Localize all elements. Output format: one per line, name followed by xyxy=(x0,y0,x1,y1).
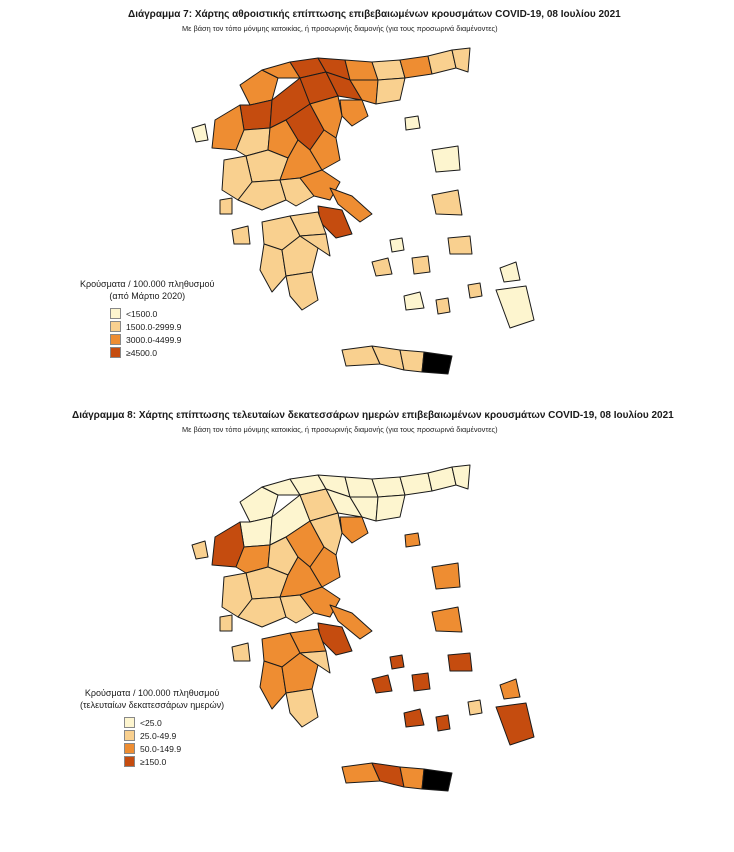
prefecture-region xyxy=(220,198,232,214)
prefecture-region xyxy=(468,700,482,715)
prefecture-region xyxy=(372,477,405,497)
prefecture-region xyxy=(468,283,482,298)
legend-item xyxy=(110,333,214,346)
prefecture-region xyxy=(400,767,424,789)
legend-swatch xyxy=(110,308,121,319)
prefecture-region xyxy=(286,272,318,310)
legend-label: 50.0-149.9 xyxy=(140,743,182,754)
prefecture-region xyxy=(428,467,456,491)
legend-swatch xyxy=(124,743,135,754)
legend-item xyxy=(110,346,214,359)
legend-label: ≥4500.0 xyxy=(126,347,158,358)
prefecture-region xyxy=(432,607,462,632)
legend-item xyxy=(110,307,214,320)
legend-item xyxy=(124,729,224,742)
prefecture-region xyxy=(390,655,404,669)
prefecture-region xyxy=(376,495,405,521)
legend-label: 25.0-49.9 xyxy=(140,730,177,741)
legend-item xyxy=(124,755,224,768)
prefecture-region xyxy=(400,473,432,495)
prefecture-region xyxy=(372,763,404,787)
prefecture-region xyxy=(240,100,272,130)
prefecture-region xyxy=(240,517,272,547)
legend-swatch xyxy=(124,756,135,767)
diagram-7-legend xyxy=(80,278,214,359)
legend-swatch xyxy=(110,347,121,358)
diagram-7-panel xyxy=(0,0,734,410)
legend-items xyxy=(110,307,214,359)
prefecture-region xyxy=(232,226,250,244)
prefecture-region xyxy=(432,146,460,172)
prefecture-region xyxy=(432,190,462,215)
prefecture-region xyxy=(286,689,318,727)
legend-swatch xyxy=(110,321,121,332)
prefecture-region xyxy=(428,50,456,74)
legend-swatch xyxy=(124,730,135,741)
diagram-8-legend xyxy=(80,687,224,768)
legend-label: 1500.0-2999.9 xyxy=(126,321,182,332)
prefecture-region xyxy=(400,350,424,372)
legend-subtitle: (τελευταίων δεκατεσσάρων ημερών) xyxy=(80,700,225,710)
prefecture-region xyxy=(436,715,450,731)
prefecture-region xyxy=(496,286,534,328)
legend-item xyxy=(124,742,224,755)
prefecture-region xyxy=(412,673,430,691)
prefecture-region xyxy=(405,116,420,130)
legend-subtitle: (από Μάρτιο 2020) xyxy=(109,291,186,301)
legend-swatch xyxy=(124,717,135,728)
prefecture-region xyxy=(500,262,520,282)
diagram-8-title: Διάγραμμα 8: Χάρτης επίπτωσης τελευταίων δεκατεσσάρων ημερών επιβεβαιωμένων κρουσμάτων COVID-19, 08 Ιουλίου 2021 xyxy=(72,410,674,421)
legend-swatch xyxy=(110,334,121,345)
prefecture-region xyxy=(432,563,460,589)
prefecture-region xyxy=(192,541,208,559)
greece-map-14day xyxy=(0,405,734,852)
map-regions-14day xyxy=(192,465,534,791)
prefecture-region xyxy=(400,56,432,78)
prefecture-region xyxy=(192,124,208,142)
prefecture-region xyxy=(340,517,368,543)
diagram-8-panel xyxy=(0,405,734,852)
prefecture-region xyxy=(340,100,368,126)
legend-label: <25.0 xyxy=(140,717,162,728)
prefecture-region xyxy=(500,679,520,699)
legend-label: <1500.0 xyxy=(126,308,158,319)
prefecture-region xyxy=(422,352,452,374)
prefecture-region xyxy=(448,653,472,671)
prefecture-region xyxy=(390,238,404,252)
prefecture-region xyxy=(372,258,392,276)
prefecture-region xyxy=(404,709,424,727)
diagram-7-title: Διάγραμμα 7: Χάρτης αθροιστικής επίπτωσης επιβεβαιωμένων κρουσμάτων COVID-19, 08 Ιουλίου 2021 xyxy=(128,9,621,20)
prefecture-region xyxy=(376,78,405,104)
prefecture-region xyxy=(422,769,452,791)
legend-item xyxy=(124,716,224,729)
prefecture-region xyxy=(404,292,424,310)
prefecture-region xyxy=(232,643,250,661)
legend-item xyxy=(110,320,214,333)
prefecture-region xyxy=(436,298,450,314)
map-regions-cumulative xyxy=(192,48,534,374)
prefecture-region xyxy=(448,236,472,254)
prefecture-region xyxy=(220,615,232,631)
prefecture-region xyxy=(372,675,392,693)
prefecture-region xyxy=(496,703,534,745)
legend-label: 3000.0-4499.9 xyxy=(126,334,182,345)
legend-items xyxy=(124,716,224,768)
prefecture-region xyxy=(405,533,420,547)
diagram-8-subtitle: Με βάση τον τόπο μόνιμης κατοικίας, ή προσωρινής διαμονής (για τους προσωρινά διαμένοντες) xyxy=(182,425,498,434)
legend-title: Κρούσματα / 100.000 πληθυσμού xyxy=(80,279,215,289)
prefecture-region xyxy=(372,60,405,80)
legend-title: Κρούσματα / 100.000 πληθυσμού xyxy=(84,688,220,698)
diagram-7-subtitle: Με βάση τον τόπο μόνιμης κατοικίας, ή προσωρινής διαμονής (για τους προσωρινά διαμένοντες) xyxy=(182,24,498,33)
prefecture-region xyxy=(372,346,404,370)
prefecture-region xyxy=(412,256,430,274)
legend-label: ≥150.0 xyxy=(140,756,167,767)
